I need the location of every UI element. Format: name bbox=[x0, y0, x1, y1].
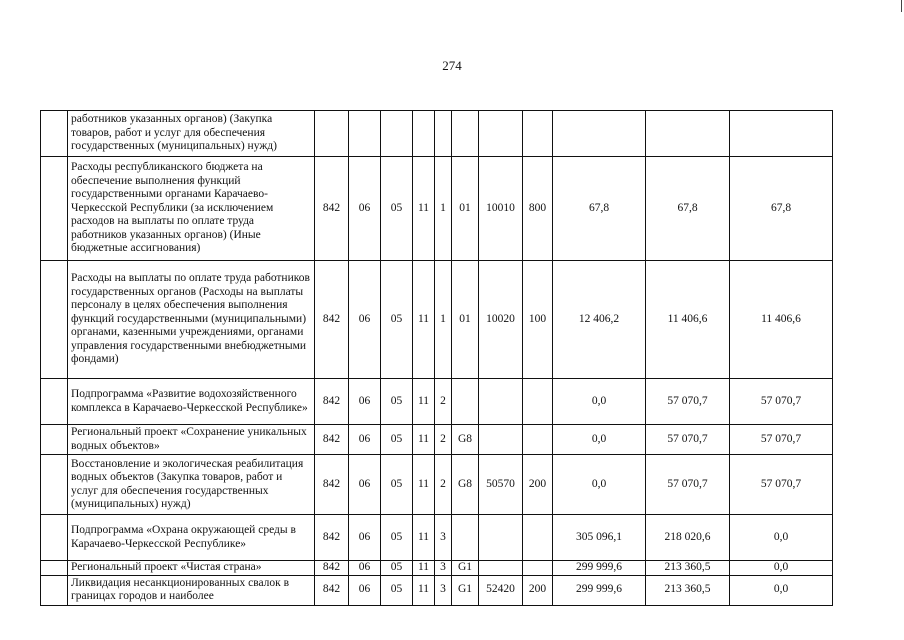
row-name-cell: Подпрограмма «Развитие водохозяйственного комплекса в Карачаево-Черкесской Республике» bbox=[68, 379, 315, 425]
expense-direction-cell bbox=[479, 515, 523, 561]
year-2-amount-cell: 213 360,5 bbox=[646, 561, 730, 576]
main-event-cell: G1 bbox=[452, 561, 479, 576]
row-number-cell bbox=[41, 157, 68, 261]
program-cell: 11 bbox=[413, 561, 435, 576]
row-name-cell: работников указанных органов) (Закупка товаров, работ и услуг для обеспечения государственных (муниципальных) нужд) bbox=[68, 111, 315, 157]
section-cell: 06 bbox=[349, 515, 381, 561]
expense-direction-cell bbox=[479, 111, 523, 157]
subsection-cell: 05 bbox=[381, 379, 413, 425]
expense-type-cell: 200 bbox=[523, 455, 553, 515]
year-3-amount-cell: 0,0 bbox=[730, 561, 833, 576]
section-cell: 06 bbox=[349, 261, 381, 379]
year-1-amount-cell: 299 999,6 bbox=[553, 575, 646, 605]
table-row bbox=[41, 575, 833, 605]
year-1-amount-cell bbox=[553, 111, 646, 157]
row-number-cell bbox=[41, 261, 68, 379]
section-cell bbox=[349, 111, 381, 157]
subprogram-cell: 1 bbox=[435, 157, 452, 261]
page-number: 274 bbox=[442, 58, 462, 73]
table-row bbox=[41, 111, 833, 157]
expense-type-cell: 200 bbox=[523, 575, 553, 605]
subsection-cell: 05 bbox=[381, 455, 413, 515]
program-cell: 11 bbox=[413, 425, 435, 455]
subprogram-cell: 2 bbox=[435, 455, 452, 515]
dept-code-cell: 842 bbox=[315, 425, 349, 455]
row-name-cell: Ликвидация несанкционированных свалок в границах городов и наиболее bbox=[68, 575, 315, 605]
expense-type-cell: 800 bbox=[523, 157, 553, 261]
program-cell: 11 bbox=[413, 575, 435, 605]
program-cell: 11 bbox=[413, 379, 435, 425]
section-cell: 06 bbox=[349, 455, 381, 515]
row-number-cell bbox=[41, 425, 68, 455]
section-cell: 06 bbox=[349, 575, 381, 605]
main-event-cell: G8 bbox=[452, 455, 479, 515]
subprogram-cell: 2 bbox=[435, 425, 452, 455]
expense-direction-cell: 52420 bbox=[479, 575, 523, 605]
subsection-cell: 05 bbox=[381, 561, 413, 576]
subsection-cell: 05 bbox=[381, 425, 413, 455]
row-name-cell: Подпрограмма «Охрана окружающей среды в Карачаево-Черкесской Республике» bbox=[68, 515, 315, 561]
year-2-amount-cell: 57 070,7 bbox=[646, 379, 730, 425]
year-2-amount-cell: 67,8 bbox=[646, 157, 730, 261]
expense-direction-cell bbox=[479, 379, 523, 425]
subprogram-cell: 3 bbox=[435, 561, 452, 576]
subsection-cell: 05 bbox=[381, 575, 413, 605]
row-name-cell: Расходы республиканского бюджета на обеспечение выполнения функций государственными органами Карачаево-Черкесской Республики (за исключением расходов на выплаты по оплате труда работников указанных органов) (Иные бюджетные ассигнования) bbox=[68, 157, 315, 261]
dept-code-cell: 842 bbox=[315, 157, 349, 261]
main-event-cell bbox=[452, 515, 479, 561]
expense-type-cell bbox=[523, 515, 553, 561]
table-row bbox=[41, 261, 833, 379]
subprogram-cell: 1 bbox=[435, 261, 452, 379]
dept-code-cell: 842 bbox=[315, 575, 349, 605]
subprogram-cell: 3 bbox=[435, 515, 452, 561]
dept-code-cell: 842 bbox=[315, 561, 349, 576]
year-3-amount-cell: 57 070,7 bbox=[730, 379, 833, 425]
year-2-amount-cell: 57 070,7 bbox=[646, 455, 730, 515]
year-3-amount-cell: 57 070,7 bbox=[730, 455, 833, 515]
year-3-amount-cell bbox=[730, 111, 833, 157]
year-2-amount-cell: 57 070,7 bbox=[646, 425, 730, 455]
table-body bbox=[41, 111, 833, 606]
expense-direction-cell: 50570 bbox=[479, 455, 523, 515]
row-number-cell bbox=[41, 379, 68, 425]
year-3-amount-cell: 67,8 bbox=[730, 157, 833, 261]
row-number-cell bbox=[41, 515, 68, 561]
expense-type-cell bbox=[523, 561, 553, 576]
year-2-amount-cell: 218 020,6 bbox=[646, 515, 730, 561]
row-name-cell: Региональный проект «Сохранение уникальных водных объектов» bbox=[68, 425, 315, 455]
row-number-cell bbox=[41, 575, 68, 605]
main-event-cell bbox=[452, 111, 479, 157]
program-cell bbox=[413, 111, 435, 157]
row-number-cell bbox=[41, 561, 68, 576]
section-cell: 06 bbox=[349, 561, 381, 576]
program-cell: 11 bbox=[413, 515, 435, 561]
year-1-amount-cell: 67,8 bbox=[553, 157, 646, 261]
dept-code-cell: 842 bbox=[315, 261, 349, 379]
dept-code-cell: 842 bbox=[315, 515, 349, 561]
row-name-cell: Региональный проект «Чистая страна» bbox=[68, 561, 315, 576]
subprogram-cell bbox=[435, 111, 452, 157]
expense-type-cell bbox=[523, 425, 553, 455]
subsection-cell: 05 bbox=[381, 261, 413, 379]
year-1-amount-cell: 0,0 bbox=[553, 425, 646, 455]
scan-edge-mark bbox=[901, 0, 902, 12]
table-row bbox=[41, 157, 833, 261]
table-row bbox=[41, 425, 833, 455]
main-event-cell: G8 bbox=[452, 425, 479, 455]
year-2-amount-cell: 213 360,5 bbox=[646, 575, 730, 605]
expense-direction-cell bbox=[479, 561, 523, 576]
budget-table bbox=[40, 110, 833, 606]
expense-direction-cell bbox=[479, 425, 523, 455]
section-cell: 06 bbox=[349, 157, 381, 261]
main-event-cell: 01 bbox=[452, 157, 479, 261]
table-row bbox=[41, 455, 833, 515]
year-1-amount-cell: 305 096,1 bbox=[553, 515, 646, 561]
year-2-amount-cell bbox=[646, 111, 730, 157]
section-cell: 06 bbox=[349, 379, 381, 425]
expense-direction-cell: 10020 bbox=[479, 261, 523, 379]
year-3-amount-cell: 0,0 bbox=[730, 515, 833, 561]
expense-type-cell bbox=[523, 111, 553, 157]
subsection-cell: 05 bbox=[381, 515, 413, 561]
dept-code-cell bbox=[315, 111, 349, 157]
expense-type-cell bbox=[523, 379, 553, 425]
year-1-amount-cell: 0,0 bbox=[553, 455, 646, 515]
dept-code-cell: 842 bbox=[315, 379, 349, 425]
main-event-cell bbox=[452, 379, 479, 425]
program-cell: 11 bbox=[413, 455, 435, 515]
section-cell: 06 bbox=[349, 425, 381, 455]
row-number-cell bbox=[41, 111, 68, 157]
row-name-cell: Восстановление и экологическая реабилитация водных объектов (Закупка товаров, работ и услуг для обеспечения государственных (муниципальных) нужд) bbox=[68, 455, 315, 515]
program-cell: 11 bbox=[413, 261, 435, 379]
year-3-amount-cell: 0,0 bbox=[730, 575, 833, 605]
table-row bbox=[41, 379, 833, 425]
row-name-cell: Расходы на выплаты по оплате труда работников государственных органов (Расходы на выплаты персоналу в целях обеспечения выполнения функций государственными (муниципальными) органами, казенными учреждениями, органами управления государственными внебюджетными фондами) bbox=[68, 261, 315, 379]
year-2-amount-cell: 11 406,6 bbox=[646, 261, 730, 379]
expense-type-cell: 100 bbox=[523, 261, 553, 379]
subsection-cell: 05 bbox=[381, 157, 413, 261]
subprogram-cell: 3 bbox=[435, 575, 452, 605]
year-1-amount-cell: 0,0 bbox=[553, 379, 646, 425]
program-cell: 11 bbox=[413, 157, 435, 261]
table-row bbox=[41, 561, 833, 576]
main-event-cell: 01 bbox=[452, 261, 479, 379]
table-row bbox=[41, 515, 833, 561]
expense-direction-cell: 10010 bbox=[479, 157, 523, 261]
year-3-amount-cell: 11 406,6 bbox=[730, 261, 833, 379]
year-1-amount-cell: 299 999,6 bbox=[553, 561, 646, 576]
year-1-amount-cell: 12 406,2 bbox=[553, 261, 646, 379]
main-event-cell: G1 bbox=[452, 575, 479, 605]
row-number-cell bbox=[41, 455, 68, 515]
subsection-cell bbox=[381, 111, 413, 157]
year-3-amount-cell: 57 070,7 bbox=[730, 425, 833, 455]
dept-code-cell: 842 bbox=[315, 455, 349, 515]
subprogram-cell: 2 bbox=[435, 379, 452, 425]
